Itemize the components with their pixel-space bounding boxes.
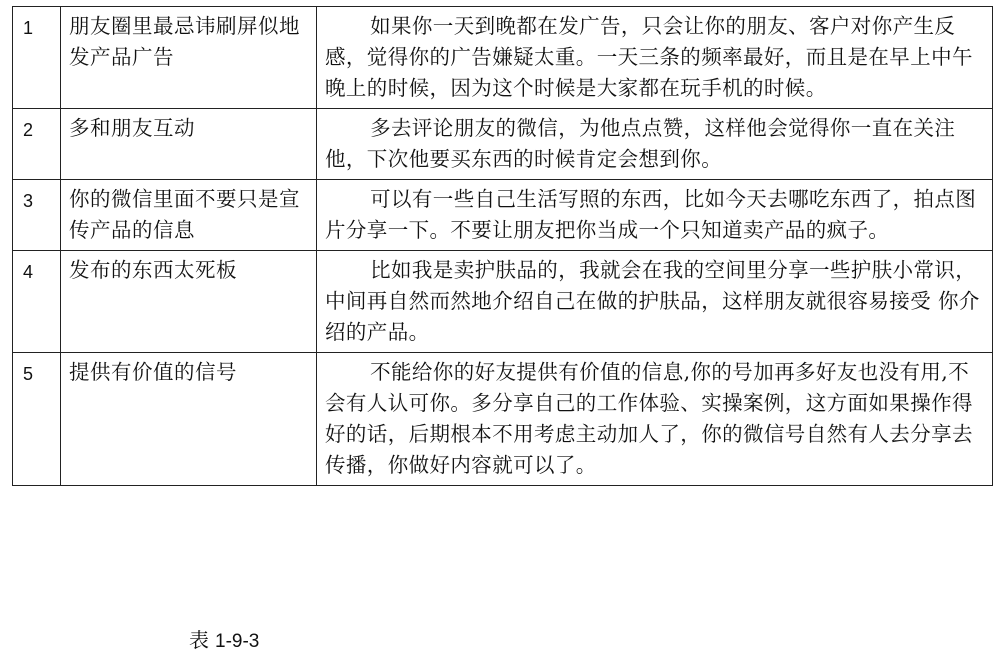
row-title: 多和朋友互动 [61, 109, 317, 180]
row-description: 不能给你的好友提供有价值的信息,你的号加再多好友也没有用,不会有人认可你。多分享自己的工作体验、实操案例，这方面如果操作得好的话，后期根本不用考虑主动加人了，你的微信号自然有人去分享去传播，你做好内容就可以了。 [317, 353, 993, 486]
row-title: 发布的东西太死板 [61, 251, 317, 353]
table-row [13, 251, 993, 353]
row-title: 提供有价值的信号 [61, 353, 317, 486]
caption-label: 表 [189, 628, 209, 652]
table-caption [189, 624, 259, 653]
row-number: 4 [13, 251, 61, 353]
row-description: 如果你一天到晚都在发广告，只会让你的朋友、客户对你产生反感，觉得你的广告嫌疑太重。一天三条的频率最好，而且是在早上中午晚上的时候，因为这个时候是大家都在玩手机的时候。 [317, 7, 993, 109]
row-number: 3 [13, 180, 61, 251]
table-row [13, 109, 993, 180]
tips-table [12, 6, 993, 486]
row-number: 2 [13, 109, 61, 180]
caption-number: 1-9-3 [215, 631, 260, 652]
row-title: 朋友圈里最忌讳刷屏似地发产品广告 [61, 7, 317, 109]
row-description: 多去评论朋友的微信，为他点点赞，这样他会觉得你一直在关注他，下次他要买东西的时候肯定会想到你。 [317, 109, 993, 180]
table-row [13, 180, 993, 251]
row-title: 你的微信里面不要只是宣传产品的信息 [61, 180, 317, 251]
row-number: 5 [13, 353, 61, 486]
table-row [13, 7, 993, 109]
row-number: 1 [13, 7, 61, 109]
table-row [13, 353, 993, 486]
row-description: 比如我是卖护肤品的，我就会在我的空间里分享一些护肤小常识，中间再自然而然地介绍自己在做的护肤品，这样朋友就很容易接受 你介绍的产品。 [317, 251, 993, 353]
row-description: 可以有一些自己生活写照的东西，比如今天去哪吃东西了，拍点图片分享一下。不要让朋友把你当成一个只知道卖产品的疯子。 [317, 180, 993, 251]
